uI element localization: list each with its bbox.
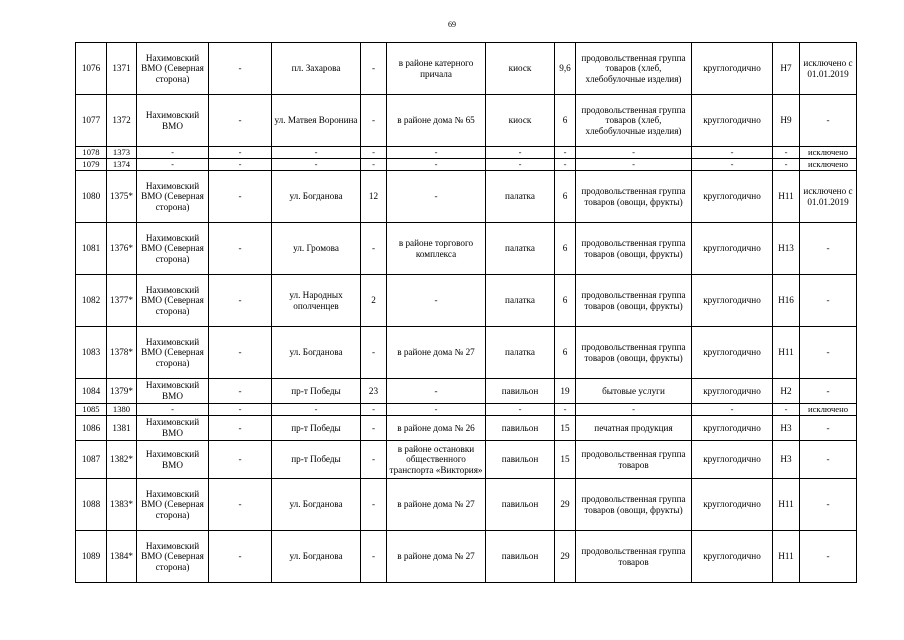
- cell-house-number: -: [361, 223, 387, 275]
- cell-scheme-index: Н11: [773, 479, 800, 531]
- cell-scheme-index: Н9: [773, 95, 800, 147]
- cell-scheme-index: Н3: [773, 441, 800, 479]
- cell-object-number: 1376*: [107, 223, 137, 275]
- cell-scheme-index: Н2: [773, 379, 800, 404]
- cell-note: исключено: [800, 404, 857, 416]
- cell-street: -: [272, 147, 361, 159]
- table-row: [76, 479, 857, 531]
- cell-object-type: киоск: [486, 95, 555, 147]
- cell-house-number: -: [361, 531, 387, 583]
- cell-period: -: [692, 147, 773, 159]
- cell-scheme-index: Н11: [773, 531, 800, 583]
- cell-scheme-index: Н13: [773, 223, 800, 275]
- cell-period: -: [692, 159, 773, 171]
- cell-product-group: продовольственная группа товаров (овощи, фрукты): [576, 275, 692, 327]
- cell-product-group: -: [576, 404, 692, 416]
- cell-street: -: [272, 404, 361, 416]
- cell-object-number: 1379*: [107, 379, 137, 404]
- cell-district: Нахимовский ВМО (Северная сторона): [137, 223, 209, 275]
- cell-scheme-index: -: [773, 159, 800, 171]
- cell-note: исключено с 01.01.2019: [800, 43, 857, 95]
- cell-location: -: [387, 171, 486, 223]
- cell-note: исключено: [800, 159, 857, 171]
- cell-object-type: павильон: [486, 531, 555, 583]
- cell-period: круглогодично: [692, 43, 773, 95]
- cell-object-type: -: [486, 404, 555, 416]
- cell-object-number: 1377*: [107, 275, 137, 327]
- cell-district: -: [137, 147, 209, 159]
- cell-period: круглогодично: [692, 95, 773, 147]
- cell-period: круглогодично: [692, 223, 773, 275]
- cell-product-group: -: [576, 147, 692, 159]
- table-row: [76, 404, 857, 416]
- cell-area: 6: [555, 223, 576, 275]
- cell-street: ул. Богданова: [272, 171, 361, 223]
- cell-area: -: [555, 147, 576, 159]
- cell-street: ул. Богданова: [272, 531, 361, 583]
- cell-location: в районе дома № 26: [387, 416, 486, 441]
- cell-object-number: 1381: [107, 416, 137, 441]
- cell-house-number: -: [361, 479, 387, 531]
- cell-street: пр-т Победы: [272, 379, 361, 404]
- cell-house-number: 2: [361, 275, 387, 327]
- table-row: [76, 327, 857, 379]
- cell-object-number: 1380: [107, 404, 137, 416]
- table-row: [76, 43, 857, 95]
- cell-product-group: продовольственная группа товаров (овощи, фрукты): [576, 479, 692, 531]
- cell-location: -: [387, 404, 486, 416]
- cell-note: -: [800, 416, 857, 441]
- cell-location: -: [387, 379, 486, 404]
- cell-scheme-index: Н7: [773, 43, 800, 95]
- cell-street: ул. Народных ополченцев: [272, 275, 361, 327]
- cell-area: 9,6: [555, 43, 576, 95]
- cell-object-type: павильон: [486, 379, 555, 404]
- cell-location: -: [387, 147, 486, 159]
- cell-row-number: 1089: [76, 531, 107, 583]
- cell-row-number: 1076: [76, 43, 107, 95]
- cell-scheme-index: Н3: [773, 416, 800, 441]
- cell-period: круглогодично: [692, 171, 773, 223]
- cell-object-number: 1378*: [107, 327, 137, 379]
- cell-object-type: павильон: [486, 441, 555, 479]
- cell-house-number: -: [361, 327, 387, 379]
- cell-object-number: 1373: [107, 147, 137, 159]
- cell-house-number: -: [361, 95, 387, 147]
- cell-municipality: -: [209, 171, 272, 223]
- cell-note: -: [800, 327, 857, 379]
- cell-note: -: [800, 479, 857, 531]
- table-row: [76, 159, 857, 171]
- cell-street: ул. Матвея Воронина: [272, 95, 361, 147]
- cell-period: круглогодично: [692, 479, 773, 531]
- cell-municipality: -: [209, 147, 272, 159]
- cell-house-number: -: [361, 416, 387, 441]
- cell-row-number: 1080: [76, 171, 107, 223]
- table-row: [76, 379, 857, 404]
- cell-note: -: [800, 223, 857, 275]
- cell-row-number: 1086: [76, 416, 107, 441]
- cell-location: в районе дома № 27: [387, 479, 486, 531]
- cell-street: -: [272, 159, 361, 171]
- cell-area: 19: [555, 379, 576, 404]
- cell-house-number: -: [361, 43, 387, 95]
- cell-district: Нахимовский ВМО: [137, 379, 209, 404]
- cell-period: круглогодично: [692, 416, 773, 441]
- cell-municipality: -: [209, 416, 272, 441]
- cell-product-group: -: [576, 159, 692, 171]
- cell-product-group: продовольственная группа товаров (хлеб, хлебобулочные изделия): [576, 95, 692, 147]
- cell-location: в районе остановки общественного транспорта «Виктория»: [387, 441, 486, 479]
- cell-period: круглогодично: [692, 275, 773, 327]
- cell-district: Нахимовский ВМО (Северная сторона): [137, 275, 209, 327]
- cell-house-number: -: [361, 441, 387, 479]
- cell-scheme-index: -: [773, 404, 800, 416]
- cell-product-group: продовольственная группа товаров (овощи, фрукты): [576, 327, 692, 379]
- cell-scheme-index: -: [773, 147, 800, 159]
- cell-district: Нахимовский ВМО: [137, 441, 209, 479]
- cell-note: -: [800, 531, 857, 583]
- cell-house-number: -: [361, 147, 387, 159]
- cell-municipality: -: [209, 479, 272, 531]
- cell-location: в районе дома № 65: [387, 95, 486, 147]
- cell-object-number: 1372: [107, 95, 137, 147]
- cell-product-group: продовольственная группа товаров: [576, 531, 692, 583]
- cell-area: 6: [555, 275, 576, 327]
- cell-row-number: 1078: [76, 147, 107, 159]
- cell-product-group: печатная продукция: [576, 416, 692, 441]
- cell-street: ул. Богданова: [272, 327, 361, 379]
- cell-area: 29: [555, 531, 576, 583]
- table-row: [76, 147, 857, 159]
- cell-district: -: [137, 159, 209, 171]
- cell-district: Нахимовский ВМО (Северная сторона): [137, 531, 209, 583]
- cell-street: пл. Захарова: [272, 43, 361, 95]
- cell-object-number: 1383*: [107, 479, 137, 531]
- cell-row-number: 1077: [76, 95, 107, 147]
- cell-house-number: 23: [361, 379, 387, 404]
- placement-schedule-table: [75, 42, 857, 583]
- table-row: [76, 171, 857, 223]
- cell-municipality: -: [209, 43, 272, 95]
- cell-scheme-index: Н11: [773, 327, 800, 379]
- cell-district: Нахимовский ВМО (Северная сторона): [137, 479, 209, 531]
- cell-note: -: [800, 275, 857, 327]
- cell-object-type: палатка: [486, 171, 555, 223]
- cell-period: круглогодично: [692, 327, 773, 379]
- cell-area: 6: [555, 327, 576, 379]
- cell-row-number: 1085: [76, 404, 107, 416]
- cell-district: Нахимовский ВМО (Северная сторона): [137, 171, 209, 223]
- cell-object-type: -: [486, 159, 555, 171]
- cell-row-number: 1082: [76, 275, 107, 327]
- cell-row-number: 1081: [76, 223, 107, 275]
- cell-district: -: [137, 404, 209, 416]
- cell-object-number: 1384*: [107, 531, 137, 583]
- cell-municipality: -: [209, 95, 272, 147]
- cell-street: пр-т Победы: [272, 416, 361, 441]
- cell-area: 29: [555, 479, 576, 531]
- cell-scheme-index: Н16: [773, 275, 800, 327]
- cell-district: Нахимовский ВМО: [137, 95, 209, 147]
- cell-object-type: палатка: [486, 223, 555, 275]
- cell-location: в районе дома № 27: [387, 327, 486, 379]
- cell-location: в районе катерного причала: [387, 43, 486, 95]
- cell-row-number: 1084: [76, 379, 107, 404]
- cell-house-number: -: [361, 159, 387, 171]
- table-row: [76, 441, 857, 479]
- cell-house-number: 12: [361, 171, 387, 223]
- cell-object-number: 1375*: [107, 171, 137, 223]
- cell-note: -: [800, 441, 857, 479]
- cell-municipality: -: [209, 275, 272, 327]
- cell-note: исключено с 01.01.2019: [800, 171, 857, 223]
- cell-period: круглогодично: [692, 441, 773, 479]
- table-row: [76, 95, 857, 147]
- page-number: 69: [448, 20, 456, 29]
- cell-row-number: 1087: [76, 441, 107, 479]
- cell-object-type: палатка: [486, 275, 555, 327]
- cell-area: 15: [555, 441, 576, 479]
- table-row: [76, 275, 857, 327]
- cell-area: -: [555, 404, 576, 416]
- cell-district: Нахимовский ВМО: [137, 416, 209, 441]
- cell-district: Нахимовский ВМО (Северная сторона): [137, 43, 209, 95]
- cell-municipality: -: [209, 379, 272, 404]
- cell-product-group: продовольственная группа товаров (овощи, фрукты): [576, 171, 692, 223]
- cell-product-group: бытовые услуги: [576, 379, 692, 404]
- table-body: [76, 43, 857, 583]
- cell-row-number: 1083: [76, 327, 107, 379]
- cell-area: -: [555, 159, 576, 171]
- cell-product-group: продовольственная группа товаров: [576, 441, 692, 479]
- cell-row-number: 1079: [76, 159, 107, 171]
- cell-object-type: павильон: [486, 479, 555, 531]
- cell-location: в районе торгового комплекса: [387, 223, 486, 275]
- cell-scheme-index: Н11: [773, 171, 800, 223]
- table-row: [76, 223, 857, 275]
- cell-area: 6: [555, 95, 576, 147]
- cell-object-type: киоск: [486, 43, 555, 95]
- cell-object-type: палатка: [486, 327, 555, 379]
- cell-note: исключено: [800, 147, 857, 159]
- cell-municipality: -: [209, 531, 272, 583]
- cell-location: -: [387, 275, 486, 327]
- cell-object-number: 1374: [107, 159, 137, 171]
- cell-product-group: продовольственная группа товаров (овощи, фрукты): [576, 223, 692, 275]
- cell-note: -: [800, 95, 857, 147]
- cell-period: круглогодично: [692, 379, 773, 404]
- cell-municipality: -: [209, 223, 272, 275]
- cell-period: круглогодично: [692, 531, 773, 583]
- cell-location: -: [387, 159, 486, 171]
- cell-area: 6: [555, 171, 576, 223]
- table-row: [76, 416, 857, 441]
- cell-municipality: -: [209, 327, 272, 379]
- cell-location: в районе дома № 27: [387, 531, 486, 583]
- cell-object-number: 1382*: [107, 441, 137, 479]
- cell-house-number: -: [361, 404, 387, 416]
- cell-object-number: 1371: [107, 43, 137, 95]
- cell-object-type: павильон: [486, 416, 555, 441]
- cell-street: пр-т Победы: [272, 441, 361, 479]
- cell-municipality: -: [209, 404, 272, 416]
- cell-street: ул. Громова: [272, 223, 361, 275]
- cell-district: Нахимовский ВМО (Северная сторона): [137, 327, 209, 379]
- table-row: [76, 531, 857, 583]
- cell-product-group: продовольственная группа товаров (хлеб, хлебобулочные изделия): [576, 43, 692, 95]
- cell-street: ул. Богданова: [272, 479, 361, 531]
- cell-note: -: [800, 379, 857, 404]
- cell-area: 15: [555, 416, 576, 441]
- cell-municipality: -: [209, 159, 272, 171]
- cell-period: -: [692, 404, 773, 416]
- cell-object-type: -: [486, 147, 555, 159]
- cell-municipality: -: [209, 441, 272, 479]
- cell-row-number: 1088: [76, 479, 107, 531]
